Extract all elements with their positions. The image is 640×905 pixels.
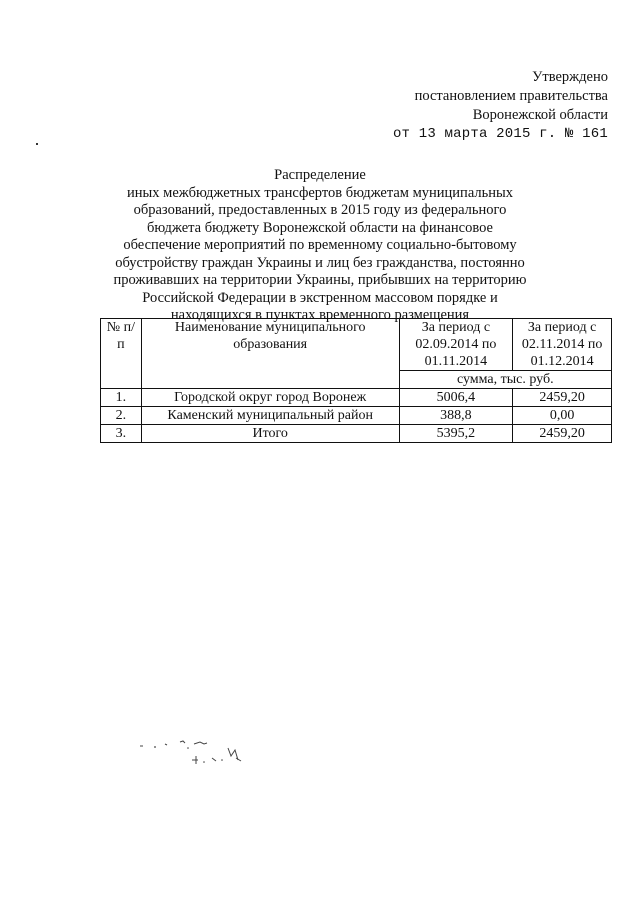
title-body: иных межбюджетных трансфертов бюджетам муниципальных образований, предоставленных в 2015 году из федерального бюджета бюджету Воронежской области на финансовое обеспечение мероприятий по временному социально-бытовому обустройству граждан Украины и лиц без гражданства, постоянно проживавших на территории Украины, прибывших на территорию Российской Федерации в экстренном массовом порядке и находящихся в пунктах временного размещения [113, 184, 527, 323]
row-value-period-2: 2459,20 [513, 389, 612, 407]
row-value-period-1: 388,8 [399, 407, 513, 425]
row-value-period-1: 5006,4 [399, 389, 513, 407]
scan-artifact-marks [120, 738, 260, 772]
approval-line-4: от 13 марта 2015 г. № 161 [392, 126, 608, 142]
distribution-table [100, 318, 612, 443]
row-value-period-1: 5395,2 [399, 425, 513, 443]
table-row [101, 425, 612, 443]
row-number: 3. [101, 425, 142, 443]
row-value-period-2: 2459,20 [513, 425, 612, 443]
approval-line-2: постановлением правительства [414, 88, 608, 104]
approval-line-3: Воронежской области [472, 107, 608, 123]
header-period-2: За период с 02.11.2014 по 01.12.2014 [513, 319, 612, 371]
header-unit: сумма, тыс. руб. [399, 371, 611, 389]
row-name: Городской округ город Воронеж [141, 389, 399, 407]
header-number: № п/п [101, 319, 142, 389]
document-title [112, 167, 528, 325]
row-number: 1. [101, 389, 142, 407]
approval-stamp [348, 68, 608, 144]
speck-mark [36, 143, 38, 145]
table-row [101, 407, 612, 425]
row-name: Каменский муниципальный район [141, 407, 399, 425]
title-heading: Распределение [274, 167, 366, 183]
header-name: Наименование муниципального образования [141, 319, 399, 389]
approval-line-1: Утверждено [532, 69, 608, 85]
table-row [101, 389, 612, 407]
table-header-row [101, 319, 612, 371]
header-period-1: За период с 02.09.2014 по 01.11.2014 [399, 319, 513, 371]
row-name: Итого [141, 425, 399, 443]
row-value-period-2: 0,00 [513, 407, 612, 425]
row-number: 2. [101, 407, 142, 425]
